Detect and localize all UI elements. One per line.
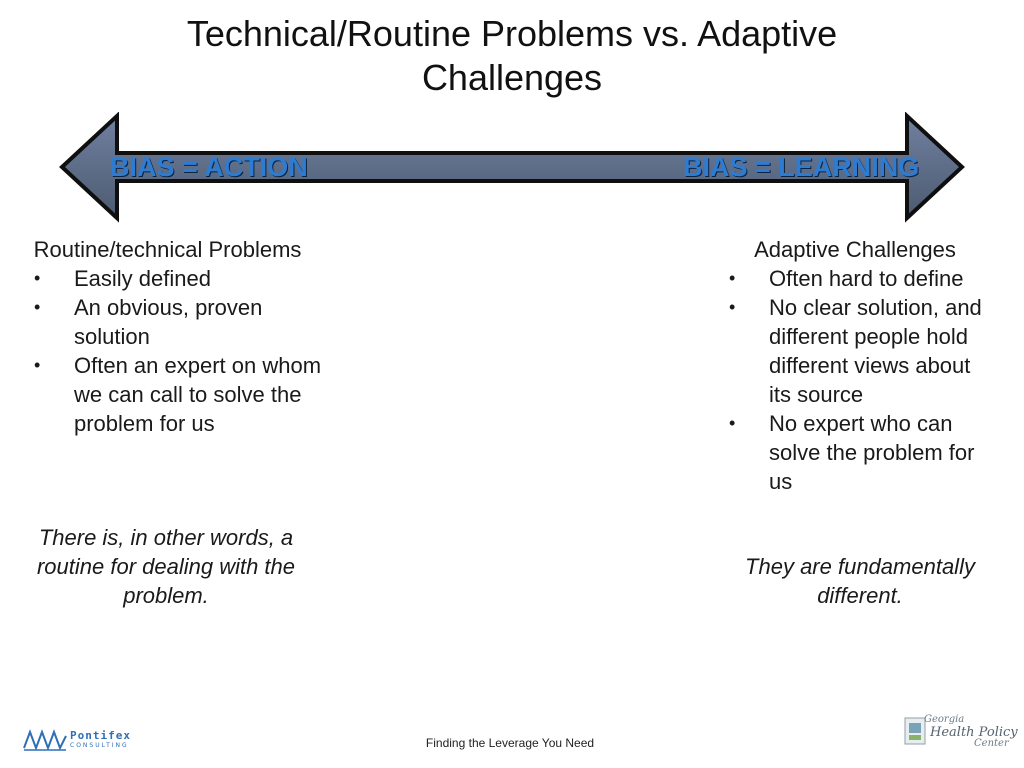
right-heading: Adaptive Challenges [754,237,956,262]
pontifex-logo [22,724,142,754]
bullet-icon: • [729,268,736,288]
list-item: • Easily defined [34,266,211,291]
list-item: • An obvious, proven solution [34,295,263,349]
list-item: • Often hard to define [729,266,964,291]
bullet-icon: • [34,297,41,317]
slide-title: Technical/Routine Problems vs. Adaptive Challenges [186,13,838,98]
bullet-icon: • [729,413,736,433]
logo-line-1: Georgia [924,714,965,725]
wave-mark-icon [22,726,68,754]
right-bullet-list [725,264,995,496]
arrow-right-label: BIAS = LEARNING [683,152,920,182]
logo-line-3: Center [974,738,1009,749]
right-column [725,235,995,496]
pontifex-logo-sub: CONSULTING [70,742,129,749]
footer-text: Finding the Leverage You Need [425,736,595,750]
bullet-icon: • [34,268,41,288]
arrow-left-label: BIAS = ACTION [110,152,308,182]
list-item: • No expert who can solve the problem for us [729,411,975,494]
list-item: • No clear solution, and different people hold different views about its source [729,295,982,407]
bullet-icon: • [34,355,41,375]
right-note: They are fundamentally different. [745,554,975,608]
bullet-icon: • [729,297,736,317]
left-note: There is, in other words, a routine for dealing with the problem. [36,525,296,608]
left-column [30,235,330,438]
pontifex-logo-name: Pontifex [70,729,131,742]
left-heading: Routine/technical Problems [33,237,302,262]
logo-line-2: Health Policy [930,725,1018,740]
georgia-health-policy-logo [902,712,1018,752]
left-bullet-list [30,264,330,438]
list-item: • Often an expert on whom we can call to solve the problem for us [34,353,322,436]
